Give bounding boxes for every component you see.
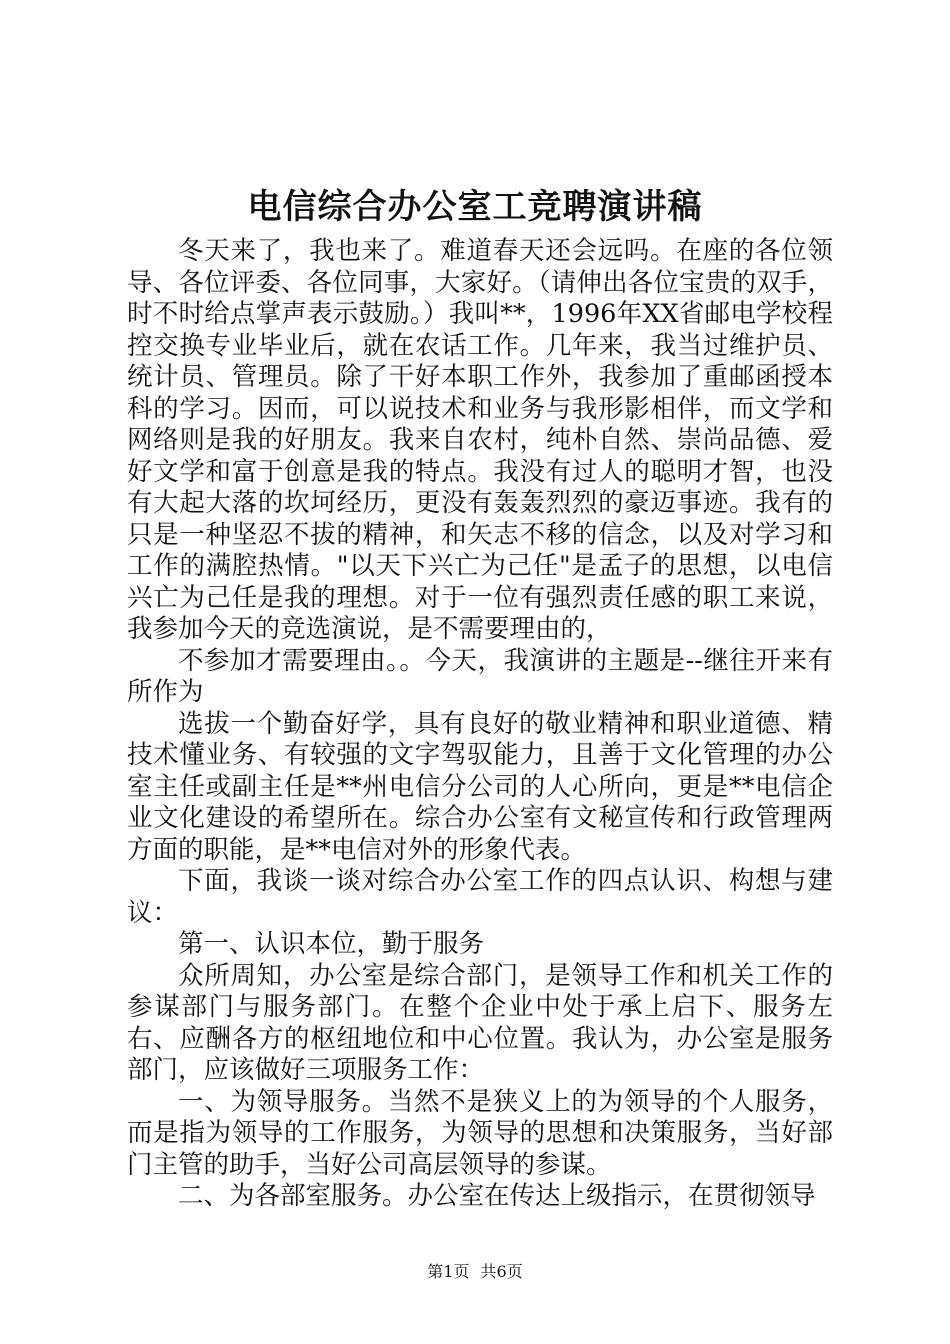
page-number: 第1页 <box>427 1262 470 1281</box>
paragraph: 下面，我谈一谈对综合办公室工作的四点认识、构想与建议： <box>127 866 833 928</box>
page-footer <box>0 1262 950 1282</box>
document-body <box>127 236 833 1213</box>
page-total: 共6页 <box>480 1262 523 1281</box>
paragraph: 一、为领导服务。当然不是狭义上的为领导的个人服务，而是指为领导的工作服务，为领导的思想和决策服务，当好部门主管的助手，当好公司高层领导的参谋。 <box>127 1086 833 1180</box>
section-heading: 第一、认识本位，勤于服务 <box>178 929 485 959</box>
paragraph: 选拔一个勤奋好学，具有良好的敬业精神和职业道德、精技术懂业务、有较强的文字驾驭能力，且善于文化管理的办公室主任或副主任是**州电信分公司的人心所向，更是**电信企业文化建设的希望所在。综合办公室有文秘宣传和行政管理两方面的职能，是**电信对外的形象代表。 <box>127 708 833 865</box>
document-title: 电信综合办公室工竞聘演讲稿 <box>247 187 703 227</box>
paragraph: 二、为各部室服务。办公室在传达上级指示，在贯彻领导 <box>178 1181 816 1211</box>
paragraph: 不参加才需要理由。。今天，我演讲的主题是--继往开来有所作为 <box>127 645 833 707</box>
paragraph: 众所周知，办公室是综合部门，是领导工作和机关工作的参谋部门与服务部门。在整个企业中处于承上启下、服务左右、应酬各方的枢纽地位和中心位置。我认为，办公室是服务部门，应该做好三项服务工作： <box>127 960 833 1085</box>
paragraph: 冬天来了，我也来了。难道春天还会远吗。在座的各位领导、各位评委、各位同事，大家好。（请伸出各位宝贵的双手，时不时给点掌声表示鼓励。）我叫**，1996年XX省邮电学校程控交换专业毕业后，就在农话工作。几年来，我当过维护员、统计员、管理员。除了干好本职工作外，我参加了重邮函授本科的学习。因而，可以说技术和业务与我形影相伴，而文学和网络则是我的好朋友。我来自农村，纯朴自然、崇尚品德、爱好文学和富于创意是我的特点。我没有过人的聪明才智，也没有大起大落的坎坷经历，更没有轰轰烈烈的豪迈事迹。我有的只是一种坚忍不拔的精神，和矢志不移的信念，以及对学习和工作的满腔热情。"以天下兴亡为己任"是孟子的思想，以电信兴亡为己任是我的理想。对于一位有强烈责任感的职工来说，我参加今天的竞选演说，是不需要理由的， <box>127 236 833 644</box>
